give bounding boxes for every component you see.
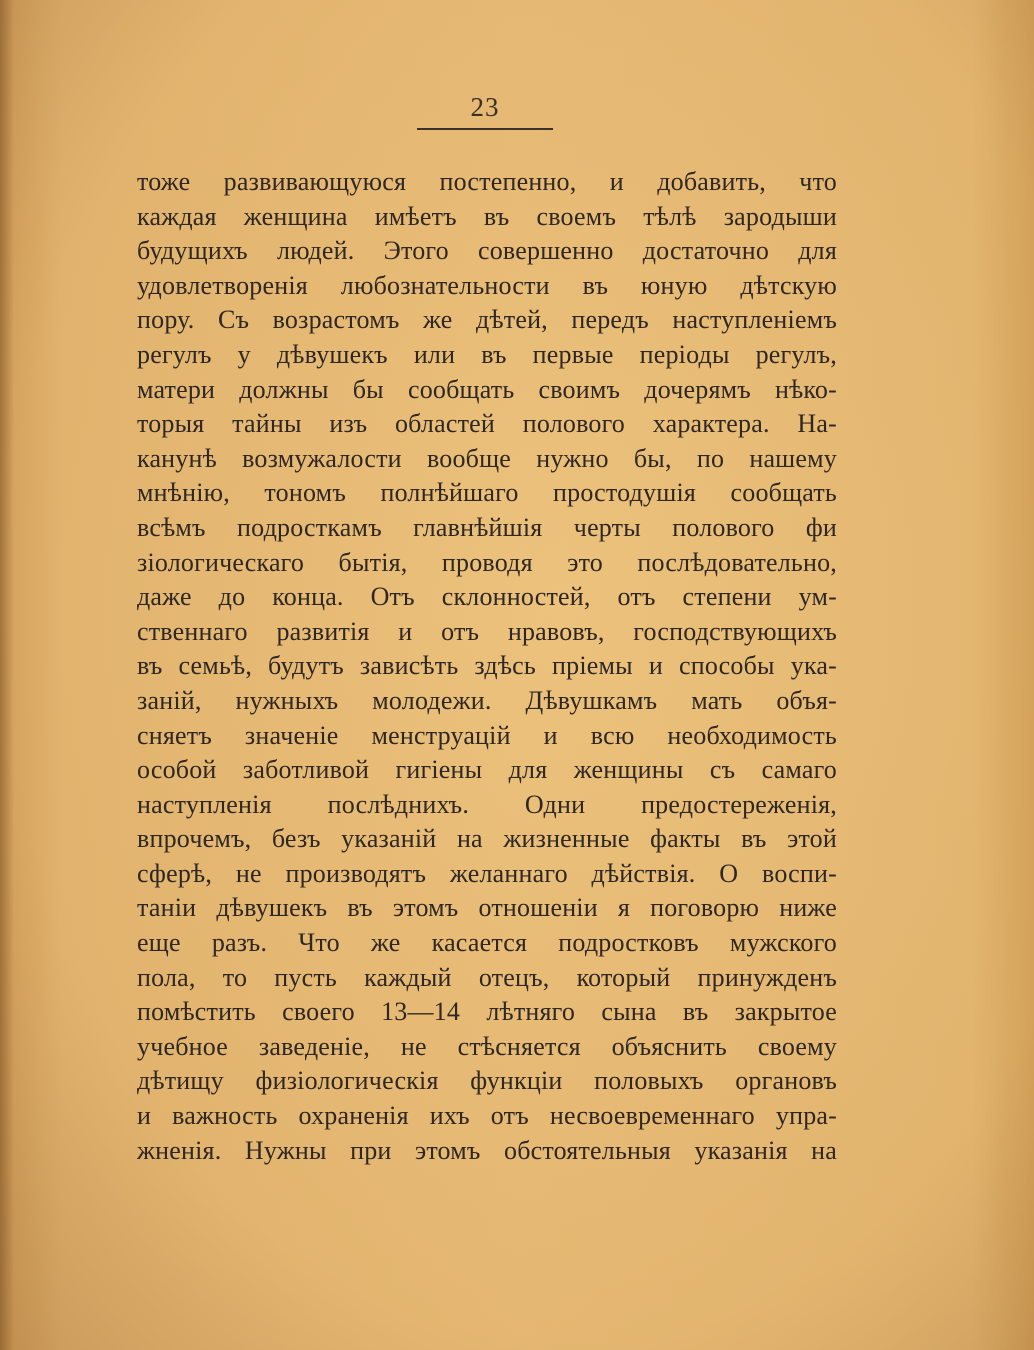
text-line: мнѣнію, тономъ полнѣйшаго простодушія сообщать xyxy=(137,478,837,508)
text-line: торыя тайны изъ областей полового характера. На- xyxy=(137,409,837,439)
text-line: въ семьѣ, будутъ зависѣть здѣсь пріемы и способы ука- xyxy=(137,651,837,681)
text-line: матери должны бы сообщать своимъ дочерямъ нѣко- xyxy=(137,374,837,404)
text-line: наступленія послѣднихъ. Одни предостереженія, xyxy=(137,789,837,819)
page-number-rule xyxy=(417,128,553,130)
page-edge-shadow xyxy=(0,0,14,1350)
page-number: 23 xyxy=(470,92,500,122)
text-line: канунѣ возмужалости вообще нужно бы, по нашему xyxy=(137,443,837,473)
text-line: пору. Съ возрастомъ же дѣтей, передъ наступленіемъ xyxy=(137,305,837,335)
text-line: каждая женщина имѣетъ въ своемъ тѣлѣ зародыши xyxy=(137,201,837,231)
text-line: сферѣ, не производятъ желаннаго дѣйствія. О воспи- xyxy=(137,858,837,888)
text-line: жненія. Нужны при этомъ обстоятельныя указанія на xyxy=(137,1135,837,1165)
text-line: регулъ у дѣвушекъ или въ первые періоды регулъ, xyxy=(137,339,837,369)
text-line: таніи дѣвушекъ въ этомъ отношеніи я поговорю ниже xyxy=(137,893,837,923)
text-line: ственнаго развитія и отъ нравовъ, господствующихъ xyxy=(137,616,837,646)
body-text xyxy=(137,165,837,1168)
text-line: впрочемъ, безъ указаній на жизненные факты въ этой xyxy=(137,824,837,854)
text-line: сняетъ значеніе менструацій и всю необходимость xyxy=(137,720,837,750)
text-line: будущихъ людей. Этого совершенно достаточно для xyxy=(137,236,837,266)
text-line: пола, то пусть каждый отецъ, который принужденъ xyxy=(137,962,837,992)
text-line: помѣстить своего 13—14 лѣтняго сына въ закрытое xyxy=(137,997,837,1027)
text-line: удовлетворенія любознательности въ юную дѣтскую xyxy=(137,270,837,300)
text-line: еще разъ. Что же касается подростковъ мужского xyxy=(137,928,837,958)
text-line: всѣмъ подросткамъ главнѣйшія черты полового фи xyxy=(137,512,837,542)
text-line: тоже развивающуюся постепенно, и добавить, что xyxy=(137,167,837,196)
text-line: и важность охраненія ихъ отъ несвоевременнаго упра- xyxy=(137,1101,837,1131)
text-line: дѣтищу физіологическія функціи половыхъ органовъ xyxy=(137,1066,837,1096)
text-line: особой заботливой гигіены для женщины съ самаго xyxy=(137,755,837,785)
text-line: заній, нужныхъ молодежи. Дѣвушкамъ мать объя- xyxy=(137,685,837,715)
text-line: зіологическаго бытія, проводя это послѣдовательно, xyxy=(137,547,837,577)
text-line: даже до конца. Отъ склонностей, отъ степени ум- xyxy=(137,582,837,612)
text-line: учебное заведеніе, не стѣсняется объяснить своему xyxy=(137,1031,837,1061)
